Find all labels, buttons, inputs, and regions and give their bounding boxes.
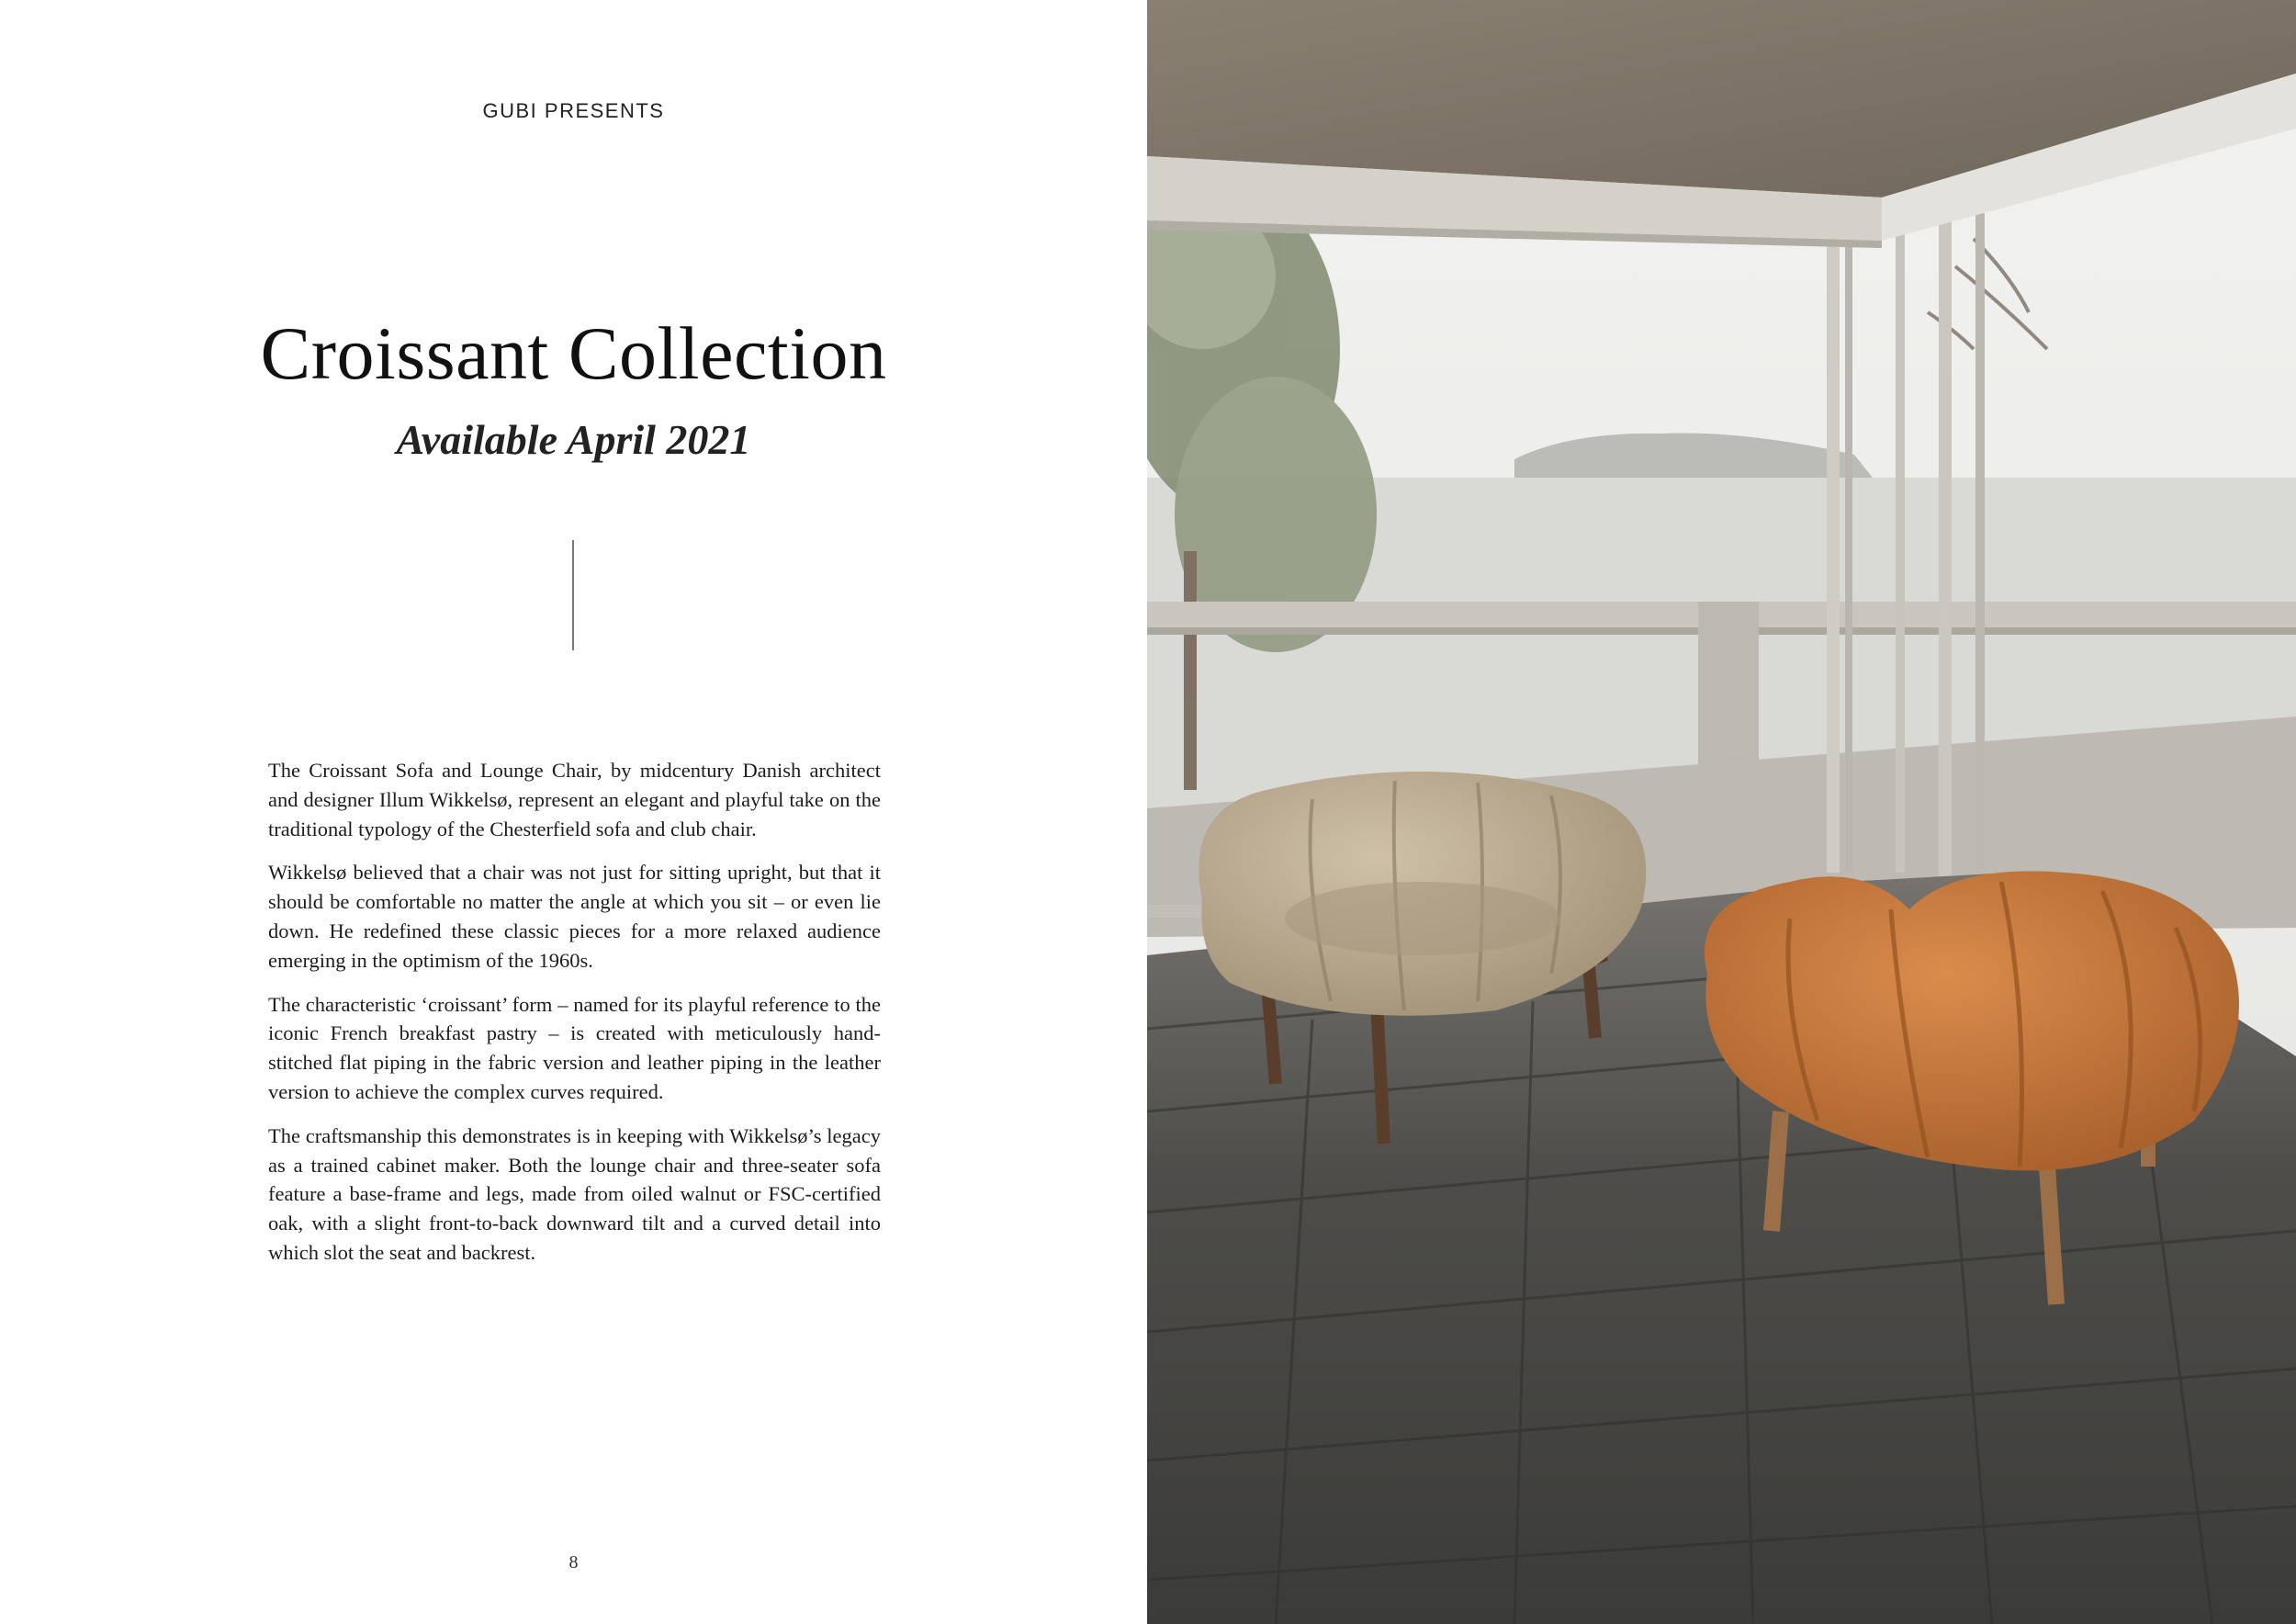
page-subtitle: Available April 2021: [396, 416, 751, 463]
left-page: [0, 0, 1147, 1624]
page-title: Croissant Collection: [260, 311, 887, 395]
body-text: [268, 756, 881, 1282]
photo-lounge-chairs: [1147, 0, 2296, 1624]
eyebrow-label: GUBI PRESENTS: [482, 99, 665, 122]
paragraph: Wikkelsø believed that a chair was not just for sitting upright, but that it should be comfortable no matter the angle at which you sit – or even lie down. He redefined these classic pieces for a more relaxed audience emerging in the optimism of the 1960s.: [268, 861, 881, 972]
paragraph: The Croissant Sofa and Lounge Chair, by midcentury Danish architect and designer Illum Wikkelsø, represent an elegant and playful take on the traditional typology of the Chesterfield sofa and club chair.: [268, 759, 881, 840]
paragraph: The characteristic ‘croissant’ form – named for its playful reference to the iconic French breakfast pastry – is created with meticulously hand-stitched flat piping in the fabric version and leather piping in the leather version to achieve the complex curves required.: [268, 992, 881, 1103]
photo-illustration: [1147, 0, 2296, 1624]
vertical-divider: [572, 540, 574, 650]
paragraph: The craftsmanship this demonstrates is in keeping with Wikkelsø’s legacy as a trained cabinet maker. Both the lounge chair and three-seater sofa feature a base-frame and legs, made from oiled walnut or FSC-certified oak, with a slight front-to-back downward tilt and a curved detail into which slot the seat and backrest.: [268, 1123, 881, 1264]
page-number: 8: [568, 1552, 579, 1573]
